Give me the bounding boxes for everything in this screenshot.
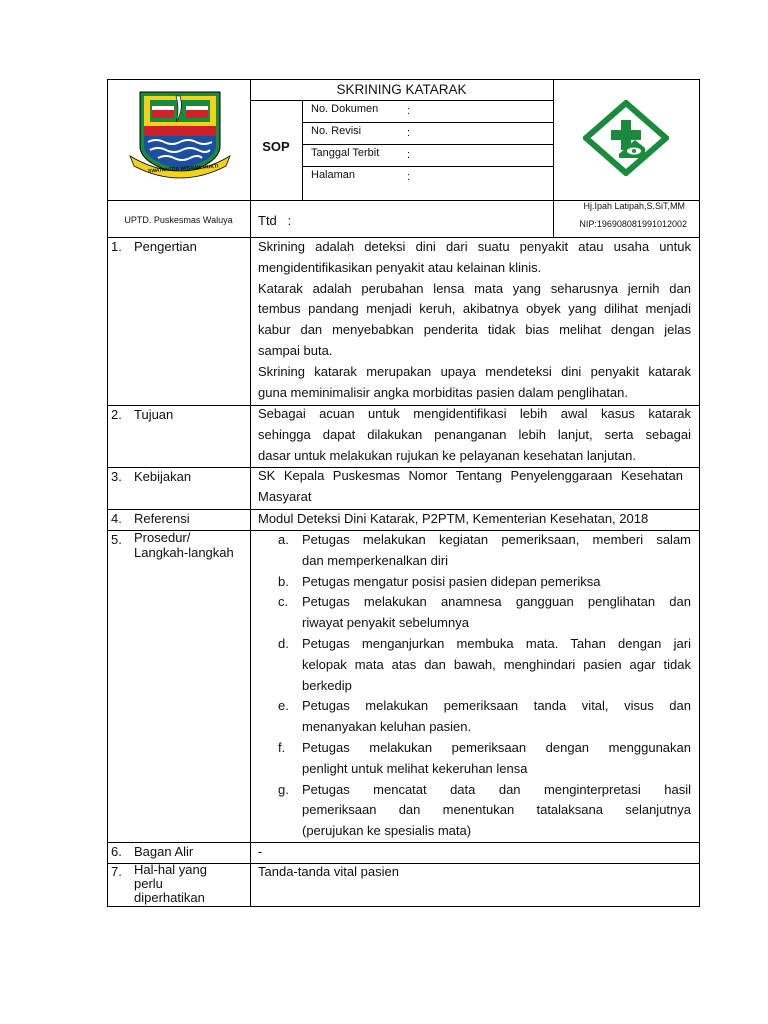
text-line: Skrining katarak merupakan upaya mendeteksi dini penyakit katarak <box>258 363 691 379</box>
field-value-no-revisi: : <box>407 127 411 139</box>
section-body-bagan-alir: - <box>258 844 263 859</box>
list-item-line: Petugas melakukan kegiatan pemeriksaan, memberi salam <box>302 532 691 547</box>
field-label-halaman: Halaman <box>311 169 356 181</box>
signer-nip: NIP:196908081991012002 <box>579 219 687 229</box>
section-number: 3. <box>111 469 122 484</box>
section-body-referensi: Modul Deteksi Dini Katarak, P2PTM, Kementerian Kesehatan, 2018 <box>258 511 649 526</box>
document-title: SKRINING KATARAK <box>336 82 467 97</box>
list-item-line: (perujukan ke spesialis mata) <box>302 823 472 839</box>
list-item-line: Petugas melakukan pemeriksaan dengan menggunakan <box>302 740 691 755</box>
list-item-line: pemeriksaan dan menentukan tatalaksana selanjutnya <box>302 802 691 818</box>
section-number: 4. <box>111 511 122 526</box>
field-value-halaman: : <box>407 171 411 183</box>
section-number: 5. <box>111 532 122 547</box>
column-divider <box>250 79 251 907</box>
puskesmas-logo <box>583 100 669 176</box>
list-item-line: dan memperkenalkan diri <box>302 552 448 568</box>
table-border-right <box>699 79 700 907</box>
list-letter: f. <box>278 740 286 755</box>
signer-name: Hj.Ipah Latipah,S.SiT,MM <box>583 201 685 211</box>
field-label-no-dokumen: No. Dokumen <box>311 103 379 115</box>
text-line: Katarak adalah perubahan lensa mata yang seharusnya jernih dan <box>258 280 691 296</box>
section-title-prosedur-2: Langkah-langkah <box>134 545 234 560</box>
procedure-list <box>278 530 691 842</box>
emblem-motto: SWATANTRA WIBAWA MUKTI <box>147 163 219 175</box>
table-border-bottom <box>107 906 700 907</box>
text-line: tembus pandang menjadi keruh, akibatnya obyek yang dilihat menjadi <box>258 301 691 317</box>
text-line: Masyarat <box>258 488 312 504</box>
section-title-hal-hal: Hal-hal yang <box>134 862 207 877</box>
row-divider <box>107 842 700 843</box>
list-letter: c. <box>278 594 289 610</box>
text-line: SK Kepala Puskesmas Nomor Tentang Penyelenggaraan Kesehatan <box>258 468 683 483</box>
table-border-left <box>107 79 108 907</box>
section-title-hal-hal-3: diperhatikan <box>134 890 205 905</box>
section-title-tujuan: Tujuan <box>134 407 174 422</box>
list-letter: d. <box>278 636 289 651</box>
list-item-line: riwayat penyakit sebelumnya <box>302 615 469 631</box>
list-item-line: Petugas melakukan pemeriksaan tanda vital, visus dan <box>302 698 691 714</box>
field-label-no-revisi: No. Revisi <box>311 125 362 137</box>
list-item-line: berkedip <box>302 677 352 693</box>
section-title-hal-hal-2: perlu <box>134 876 163 891</box>
list-item-line: menanyakan keluhan pasien. <box>302 719 472 735</box>
list-item-line: Petugas menganjurkan membuka mata. Tahan dengan jari <box>302 636 691 651</box>
section-title-referensi: Referensi <box>134 511 190 526</box>
text-line: kabur dan menyebabkan penderita tidak bias melihat dengan jelas <box>258 322 691 338</box>
section-number: 1. <box>111 239 122 254</box>
list-letter: b. <box>278 573 289 589</box>
list-item-line: Petugas melakukan anamnesa gangguan penglihatan dan <box>302 594 691 610</box>
field-value-tanggal-terbit: : <box>407 149 411 161</box>
list-item-line: kelopak mata atas dan bawah, menghindari pasien agar tidak <box>302 656 691 672</box>
text-line: dasar untuk melakukan rujukan ke pelayanan kesehatan lanjutan. <box>258 447 636 463</box>
list-item-line: Petugas mencatat data dan menginterpretasi hasil <box>302 781 691 797</box>
section-title-pengertian: Pengertian <box>134 239 197 254</box>
list-item-line: penlight untuk melihat kekeruhan lensa <box>302 760 528 776</box>
header-line <box>250 100 553 101</box>
text-line: guna meminimalisir angka morbiditas pasien dalam penglihatan. <box>258 384 628 400</box>
list-item-line: Petugas mengatur posisi pasien didepan pemeriksa <box>302 573 601 589</box>
text-line: Skrining adalah deteksi dini dari suatu penyakit atau usaha untuk <box>258 239 691 254</box>
field-value-no-dokumen: : <box>407 105 411 117</box>
list-letter: e. <box>278 698 289 714</box>
text-line: mengidentifikasikan penyakit atau kelainan klinis. <box>258 259 542 275</box>
section-body-hal-hal: Tanda-tanda vital pasien <box>258 864 399 879</box>
text-line: sampai buta. <box>258 343 333 358</box>
field-label-tanggal-terbit: Tanggal Terbit <box>311 147 380 159</box>
text-line: sehingga dapat dilakukan penanganan lebih lanjut, serta sebagai <box>258 426 691 442</box>
section-title-prosedur: Prosedur/ <box>134 530 191 545</box>
unit-name: UPTD. Puskesmas Waluya <box>124 215 233 225</box>
list-letter: g. <box>278 781 289 797</box>
header-divider-sop <box>302 100 303 200</box>
section-number: 2. <box>111 407 122 422</box>
section-title-kebijakan: Kebijakan <box>134 469 192 484</box>
signature-label: Ttd : <box>258 213 292 228</box>
text-line: Sebagai acuan untuk mengidentifikasi lebih awal kasus katarak <box>258 406 691 421</box>
section-number: 7. <box>111 864 122 879</box>
section-title-bagan-alir: Bagan Alir <box>134 844 194 859</box>
section-number: 6. <box>111 844 122 859</box>
sop-label: SOP <box>262 139 290 154</box>
list-letter: a. <box>278 532 289 547</box>
